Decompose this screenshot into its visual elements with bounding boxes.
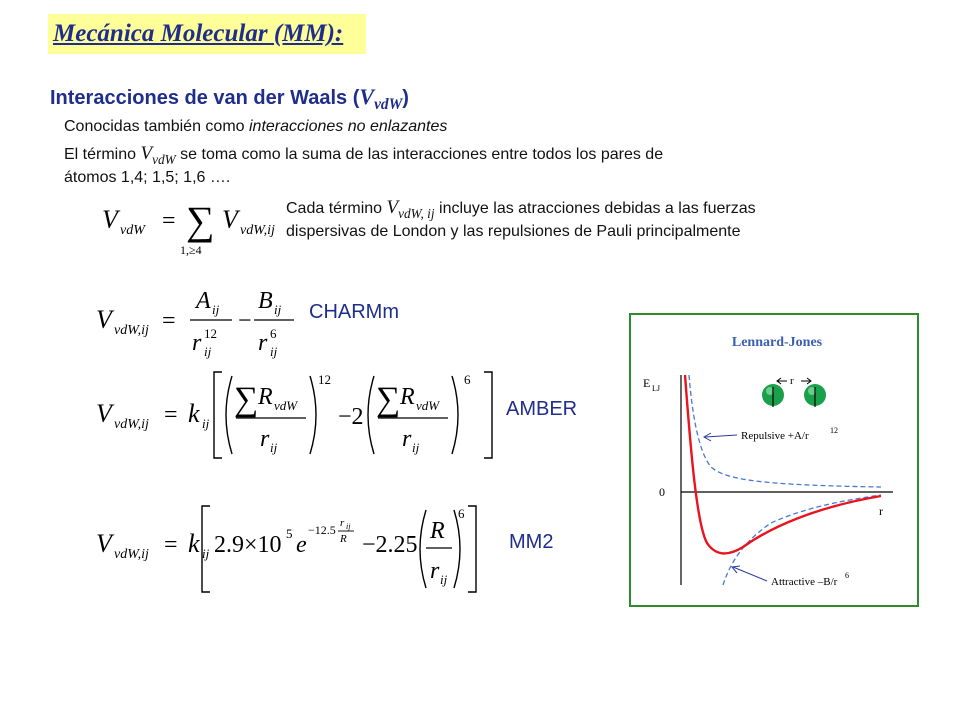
- heading-prefix: Interacciones de van der Waals (: [50, 87, 360, 109]
- lj-attractive-arrow: [733, 567, 767, 581]
- sum-rhs-sub: vdW,ij: [240, 223, 275, 238]
- svg-text:vdW: vdW: [416, 398, 440, 413]
- svg-text:r: r: [402, 426, 412, 452]
- lj-repulsive-label: Repulsive +A/r: [741, 430, 809, 442]
- svg-text:vdW,ij: vdW,ij: [114, 547, 149, 562]
- lj-y-label-sub: LJ: [652, 384, 660, 393]
- svg-text:−12.5: −12.5: [308, 523, 336, 537]
- description-line-1: [64, 115, 447, 138]
- svg-text:k: k: [188, 529, 200, 558]
- svg-text:=: =: [162, 308, 176, 334]
- line3-symbol-main: V: [386, 197, 399, 218]
- svg-text:6: 6: [270, 326, 277, 341]
- lennard-jones-figure: [629, 313, 919, 607]
- lj-r-label: r: [790, 375, 794, 387]
- svg-text:B: B: [258, 288, 273, 314]
- sum-rhs-v: V: [222, 205, 238, 234]
- sum-formula: [96, 190, 286, 262]
- line2-symbol-sub: vdW: [152, 151, 176, 167]
- svg-text:R: R: [400, 384, 415, 410]
- description-line-2: [64, 142, 864, 189]
- svg-text:V: V: [96, 529, 112, 558]
- sum-lhs-v: V: [102, 205, 118, 234]
- svg-text:vdW: vdW: [274, 398, 298, 413]
- lennard-jones-plot: [631, 315, 917, 605]
- svg-text:12: 12: [204, 326, 217, 341]
- svg-text:ij: ij: [202, 546, 210, 561]
- lj-repulsive-arrow: [705, 435, 737, 437]
- sum-symbol: ∑: [186, 198, 215, 243]
- description-line-3: [286, 196, 926, 243]
- svg-text:ij: ij: [412, 440, 420, 455]
- svg-text:V: V: [96, 305, 112, 334]
- line3-pre: Cada término: [286, 200, 387, 217]
- svg-text:R: R: [430, 518, 445, 544]
- svg-text:ij: ij: [270, 440, 278, 455]
- line3-continuation: dispersivas de London y las repulsiones de Pauli principalmente: [286, 223, 741, 240]
- mm2-formula: [92, 500, 492, 600]
- line2-continuation: átomos 1,4; 1,5; 1,6 ….: [64, 169, 231, 186]
- svg-text:R: R: [340, 533, 347, 545]
- charmm-label: CHARMm: [309, 301, 399, 323]
- lj-potential-curve: [685, 375, 881, 553]
- sum-lower-limit: 1,≥4: [180, 243, 202, 257]
- line1-italic: interacciones no enlazantes: [248, 118, 448, 135]
- lj-x-label: r: [879, 504, 883, 518]
- svg-text:5: 5: [286, 526, 293, 541]
- svg-text:−2.25: −2.25: [362, 532, 418, 558]
- sum-lhs-sub: vdW: [120, 223, 145, 238]
- heading-symbol-main: V: [359, 84, 375, 109]
- line2-post: se toma como la suma de las interacciones entre todos los pares de: [175, 146, 664, 163]
- mm2-label: MM2: [509, 531, 554, 553]
- amber-label: AMBER: [506, 398, 578, 420]
- svg-text:R: R: [258, 384, 273, 410]
- svg-text:k: k: [188, 399, 200, 428]
- line3-symbol-sub: vdW, ij: [398, 205, 435, 221]
- charmm-formula: [92, 276, 312, 360]
- line3-post: incluye las atracciones debidas a las fuerzas: [434, 200, 756, 217]
- svg-text:r: r: [430, 558, 440, 584]
- svg-text:ij: ij: [274, 302, 282, 317]
- heading-symbol-sub: vdW: [374, 96, 403, 114]
- lj-title: Lennard-Jones: [731, 335, 823, 350]
- svg-text:r: r: [340, 517, 345, 529]
- svg-text:vdW,ij: vdW,ij: [114, 323, 149, 338]
- svg-text:=: =: [164, 532, 178, 558]
- lj-repulsive-exp: 12: [830, 426, 838, 435]
- svg-text:12: 12: [318, 372, 331, 387]
- line1-text: Conocidas también como: [64, 118, 249, 135]
- line2-symbol-main: V: [140, 143, 153, 164]
- lj-zero-label: 0: [659, 485, 665, 499]
- svg-text:vdW,ij: vdW,ij: [114, 417, 149, 432]
- svg-text:r: r: [192, 330, 202, 356]
- sum-equals: =: [162, 208, 176, 234]
- heading-suffix: ): [402, 87, 409, 109]
- svg-text:r: r: [260, 426, 270, 452]
- svg-text:6: 6: [458, 506, 465, 521]
- section-heading: [50, 84, 409, 114]
- svg-text:6: 6: [464, 372, 471, 387]
- lj-attractive-label: Attractive –B/r: [771, 576, 838, 588]
- svg-text:ij: ij: [202, 416, 210, 431]
- amber-formula: [92, 366, 502, 466]
- svg-text:ij: ij: [346, 522, 351, 531]
- svg-text:2.9×10: 2.9×10: [214, 532, 282, 558]
- svg-text:A: A: [196, 288, 211, 314]
- heading-symbol: [359, 84, 403, 114]
- lj-atoms: [762, 373, 826, 407]
- svg-text:∑: ∑: [234, 381, 259, 418]
- lj-attractive-curve: [723, 495, 881, 585]
- svg-text:∑: ∑: [376, 381, 401, 418]
- svg-text:ij: ij: [204, 344, 212, 359]
- page-title: Mecánica Molecular (MM):: [53, 20, 344, 47]
- svg-text:−2: −2: [338, 404, 364, 430]
- svg-text:r: r: [258, 330, 268, 356]
- svg-text:ij: ij: [212, 302, 220, 317]
- line2-pre: El término: [64, 146, 141, 163]
- svg-text:−: −: [238, 308, 252, 334]
- svg-text:V: V: [96, 399, 112, 428]
- lj-y-label: E: [643, 376, 651, 390]
- lj-attractive-exp: 6: [845, 571, 849, 580]
- svg-text:ij: ij: [270, 344, 278, 359]
- svg-text:e: e: [296, 532, 307, 558]
- svg-text:=: =: [164, 402, 178, 428]
- svg-text:ij: ij: [440, 572, 448, 587]
